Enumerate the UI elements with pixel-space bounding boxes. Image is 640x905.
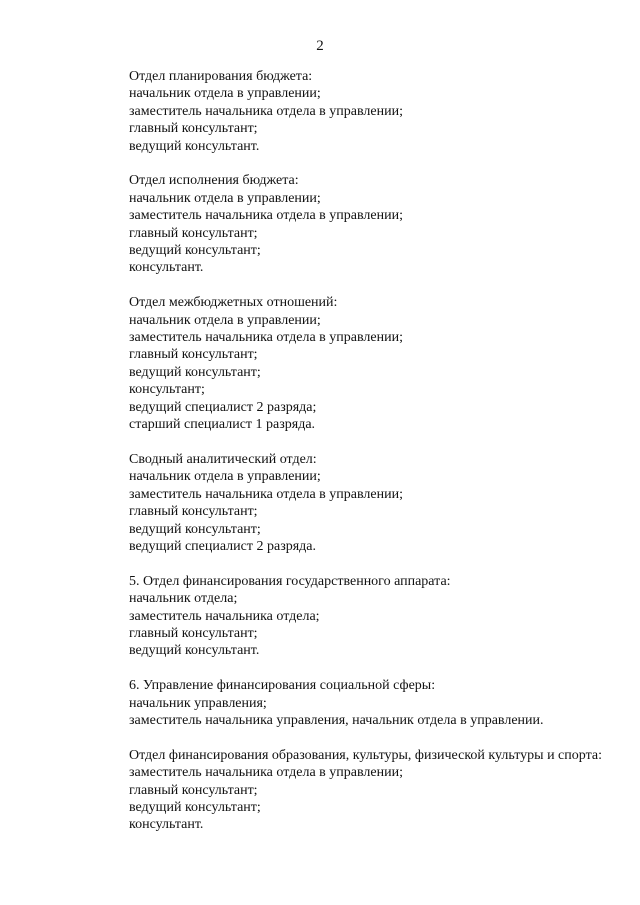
section-budget-planning <box>89 68 609 155</box>
list-item: главный консультант; <box>129 225 258 241</box>
list-item: главный консультант; <box>129 121 258 137</box>
list-item: главный консультант; <box>129 504 258 520</box>
list-item: главный консультант; <box>129 347 258 363</box>
list-item: заместитель начальника управления, начальник отдела в управлении. <box>129 712 544 728</box>
section-gap <box>89 729 609 746</box>
section-heading: Отдел финансирования образования, культуры, физической культуры и спорта: <box>129 747 602 763</box>
list-item: главный консультант; <box>129 625 258 641</box>
section-heading: 5. Отдел финансирования государственного аппарата: <box>129 573 451 589</box>
section-heading: Сводный аналитический отдел: <box>129 451 317 467</box>
list-item: ведущий консультант; <box>129 799 261 815</box>
section-education-culture-sport <box>89 747 609 834</box>
list-item: начальник отдела в управлении; <box>129 312 321 328</box>
list-item: начальник отдела в управлении; <box>129 190 321 206</box>
list-item: ведущий специалист 2 разряда; <box>129 399 317 415</box>
section-budget-execution <box>89 172 609 276</box>
section-heading: 6. Управление финансирования социальной сферы: <box>129 678 436 694</box>
list-item: заместитель начальника отдела в управлении; <box>129 330 403 346</box>
list-item: заместитель начальника отдела; <box>129 608 320 624</box>
section-gap <box>89 660 609 677</box>
list-item: начальник управления; <box>129 695 267 711</box>
page-number: 2 <box>316 38 324 54</box>
list-item: заместитель начальника отдела в управлении; <box>129 208 403 224</box>
section-heading: Отдел межбюджетных отношений: <box>129 295 338 311</box>
section-heading: Отдел исполнения бюджета: <box>129 173 299 189</box>
section-gap <box>89 555 609 572</box>
section-gap <box>89 155 609 172</box>
list-item: ведущий специалист 2 разряда. <box>129 538 317 554</box>
section-state-apparatus-financing <box>89 573 609 660</box>
list-item: старший специалист 1 разряда. <box>129 417 316 433</box>
section-gap <box>89 434 609 451</box>
list-item: консультант. <box>129 260 204 276</box>
list-item: консультант; <box>129 382 205 398</box>
list-item: консультант. <box>129 817 204 833</box>
section-gap <box>89 277 609 294</box>
list-item: ведущий консультант; <box>129 243 261 259</box>
list-item: главный консультант; <box>129 782 258 798</box>
list-item: заместитель начальника отдела в управлении; <box>129 103 403 119</box>
list-item: ведущий консультант. <box>129 643 260 659</box>
list-item: ведущий консультант; <box>129 364 261 380</box>
list-item: начальник отдела в управлении; <box>129 86 321 102</box>
section-interbudget-relations <box>89 294 609 433</box>
list-item: ведущий консультант; <box>129 521 261 537</box>
section-heading: Отдел планирования бюджета: <box>129 69 313 84</box>
section-social-financing <box>89 677 609 729</box>
list-item: ведущий консультант. <box>129 138 260 154</box>
section-analytics <box>89 451 609 555</box>
document-body <box>89 68 609 834</box>
list-item: заместитель начальника отдела в управлении; <box>129 486 403 502</box>
list-item: начальник отдела в управлении; <box>129 469 321 485</box>
list-item: заместитель начальника отдела в управлении; <box>129 765 403 781</box>
list-item: начальник отдела; <box>129 591 238 607</box>
